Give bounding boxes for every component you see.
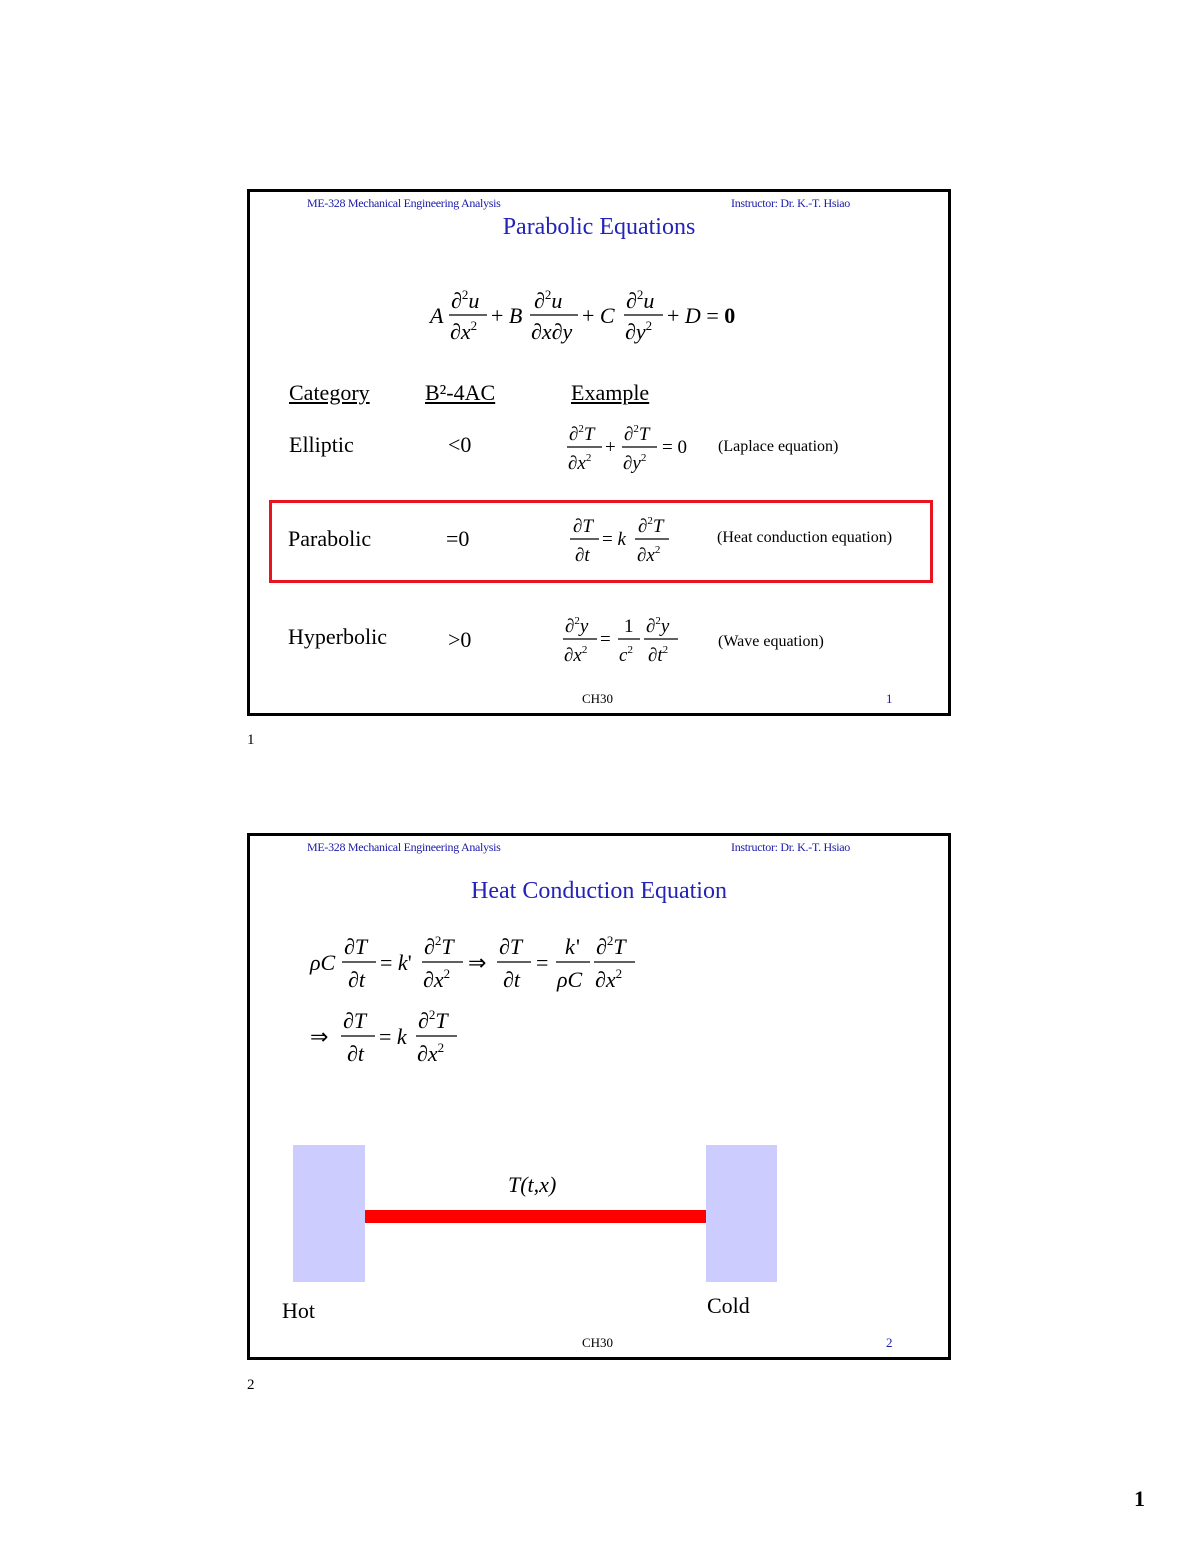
svg-text:∂y2: $\partial y^2$ — [625, 318, 653, 344]
column-header-example: Example — [571, 380, 650, 405]
slide-number: 1 — [886, 691, 893, 706]
svg-text:∂x2: $\partial x^2$ — [595, 966, 623, 992]
category-parabolic: Parabolic — [288, 526, 372, 551]
category-hyperbolic: Hyperbolic — [288, 624, 387, 649]
svg-text:=: = — [600, 629, 611, 650]
svg-text:∂2u: ∂$^2$u — [626, 287, 655, 313]
slide-heat-conduction — [247, 833, 951, 1360]
heat-equation-label: (Heat conduction equation) — [717, 529, 893, 546]
svg-text:∂x2: $\partial x^2$ — [568, 452, 592, 474]
svg-text:∂2y: ∂$^2$y — [646, 615, 670, 637]
svg-text:∂T: ∂T — [343, 1008, 367, 1033]
instructor-header: Instructor: Dr. K.-T. Hsiao — [731, 840, 850, 854]
svg-text:∂t: ∂t — [503, 967, 520, 992]
svg-text:∂T: ∂T — [499, 934, 523, 959]
svg-text:∂t: ∂t — [575, 545, 590, 566]
svg-text:∂2u: ∂$^2$u — [534, 287, 563, 313]
svg-text:= k: = k — [379, 1024, 407, 1049]
svg-text:∂t: ∂t — [347, 1041, 364, 1066]
svg-text:∂x2: $\partial x^2$ — [450, 318, 478, 344]
laplace-equation — [566, 420, 701, 476]
svg-text:= k': = k' — [380, 950, 412, 975]
svg-text:∂x∂y: ∂x∂y — [531, 319, 573, 344]
svg-text:+ B: + B — [491, 303, 523, 328]
chapter-footer: CH30 — [582, 1335, 614, 1350]
svg-text:∂t: ∂t — [348, 967, 365, 992]
svg-text:∂x2: $\partial x^2$ — [564, 644, 588, 666]
condition-elliptic: <0 — [448, 432, 472, 457]
course-header: ME-328 Mechanical Engineering Analysis — [307, 840, 501, 854]
laplace-equation-label: (Laplace equation) — [718, 438, 839, 455]
svg-text:∂2T: ∂$^2$T — [569, 423, 595, 445]
svg-text:∂x2: $\partial x^2$ — [417, 1040, 445, 1066]
hot-reservoir-block — [293, 1145, 365, 1282]
general-pde-equation — [430, 284, 760, 346]
svg-text:∂2T: ∂$^2$T — [424, 933, 454, 959]
course-header: ME-328 Mechanical Engineering Analysis — [307, 196, 501, 210]
slide-parabolic-equations — [247, 189, 951, 716]
slide-title: Parabolic Equations — [502, 214, 696, 240]
svg-text:1: 1 — [624, 616, 634, 637]
svg-text:⇒: ⇒ — [310, 1024, 329, 1049]
slide-title: Heat Conduction Equation — [471, 878, 727, 904]
cold-reservoir-block — [706, 1145, 777, 1282]
svg-text:= 0: = 0 — [662, 437, 687, 458]
svg-text:=: = — [536, 950, 549, 975]
svg-text:k: k — [565, 934, 575, 959]
svg-text:= k: = k — [602, 529, 626, 550]
svg-text:∂x2: $\partial x^2$ — [637, 544, 661, 566]
cold-label: Cold — [707, 1293, 750, 1318]
svg-text:': ' — [576, 934, 580, 959]
heat-equation — [568, 512, 678, 568]
heat-equation-result — [310, 1006, 470, 1068]
instructor-header: Instructor: Dr. K.-T. Hsiao — [731, 196, 850, 210]
svg-text:∂T: ∂T — [573, 516, 593, 537]
heat-equation-derivation — [310, 932, 650, 994]
wave-equation — [562, 612, 687, 668]
conducting-rod — [365, 1210, 706, 1223]
svg-text:∂2T: ∂$^2$T — [596, 933, 626, 959]
wave-equation-label: (Wave equation) — [718, 633, 824, 650]
svg-text:∂2y: ∂$^2$y — [565, 615, 589, 637]
column-header-discriminant: B²-4AC — [425, 380, 496, 405]
svg-text:ρC: ρC — [557, 967, 583, 992]
page-number: 1 — [1134, 1486, 1145, 1511]
slide-thumb-number-1: 1 — [247, 732, 255, 748]
column-header-category: Category — [289, 380, 370, 405]
hot-label: Hot — [282, 1298, 315, 1323]
svg-text:∂2T: ∂$^2$T — [624, 423, 650, 445]
svg-text:∂t2: $\partial t^2$ — [648, 644, 669, 666]
slide-thumb-number-2: 2 — [247, 1377, 255, 1393]
svg-text:∂x2: $\partial x^2$ — [423, 966, 451, 992]
svg-text:+ D = 0: + D = 0 — [667, 303, 736, 328]
rod-temperature-label: T(t,x) — [508, 1172, 557, 1197]
category-elliptic: Elliptic — [289, 432, 354, 457]
svg-text:ρC: ρC — [310, 950, 336, 975]
svg-text:⇒: ⇒ — [468, 950, 487, 975]
condition-parabolic: =0 — [446, 526, 470, 551]
svg-text:+: + — [605, 437, 616, 458]
svg-text:∂T: ∂T — [344, 934, 368, 959]
svg-text:∂y2: $\partial y^2$ — [623, 452, 647, 474]
slide-number: 2 — [886, 1335, 893, 1350]
svg-text:c2: $c^2$ — [619, 644, 633, 666]
condition-hyperbolic: >0 — [448, 627, 472, 652]
svg-text:∂2T: ∂$^2$T — [638, 515, 664, 537]
svg-text:∂2u: ∂$^2$u — [451, 287, 480, 313]
svg-text:+ C: + C — [582, 303, 615, 328]
svg-text:∂2T: ∂$^2$T — [418, 1007, 448, 1033]
svg-text:A: A — [430, 303, 444, 328]
chapter-footer: CH30 — [582, 691, 614, 706]
